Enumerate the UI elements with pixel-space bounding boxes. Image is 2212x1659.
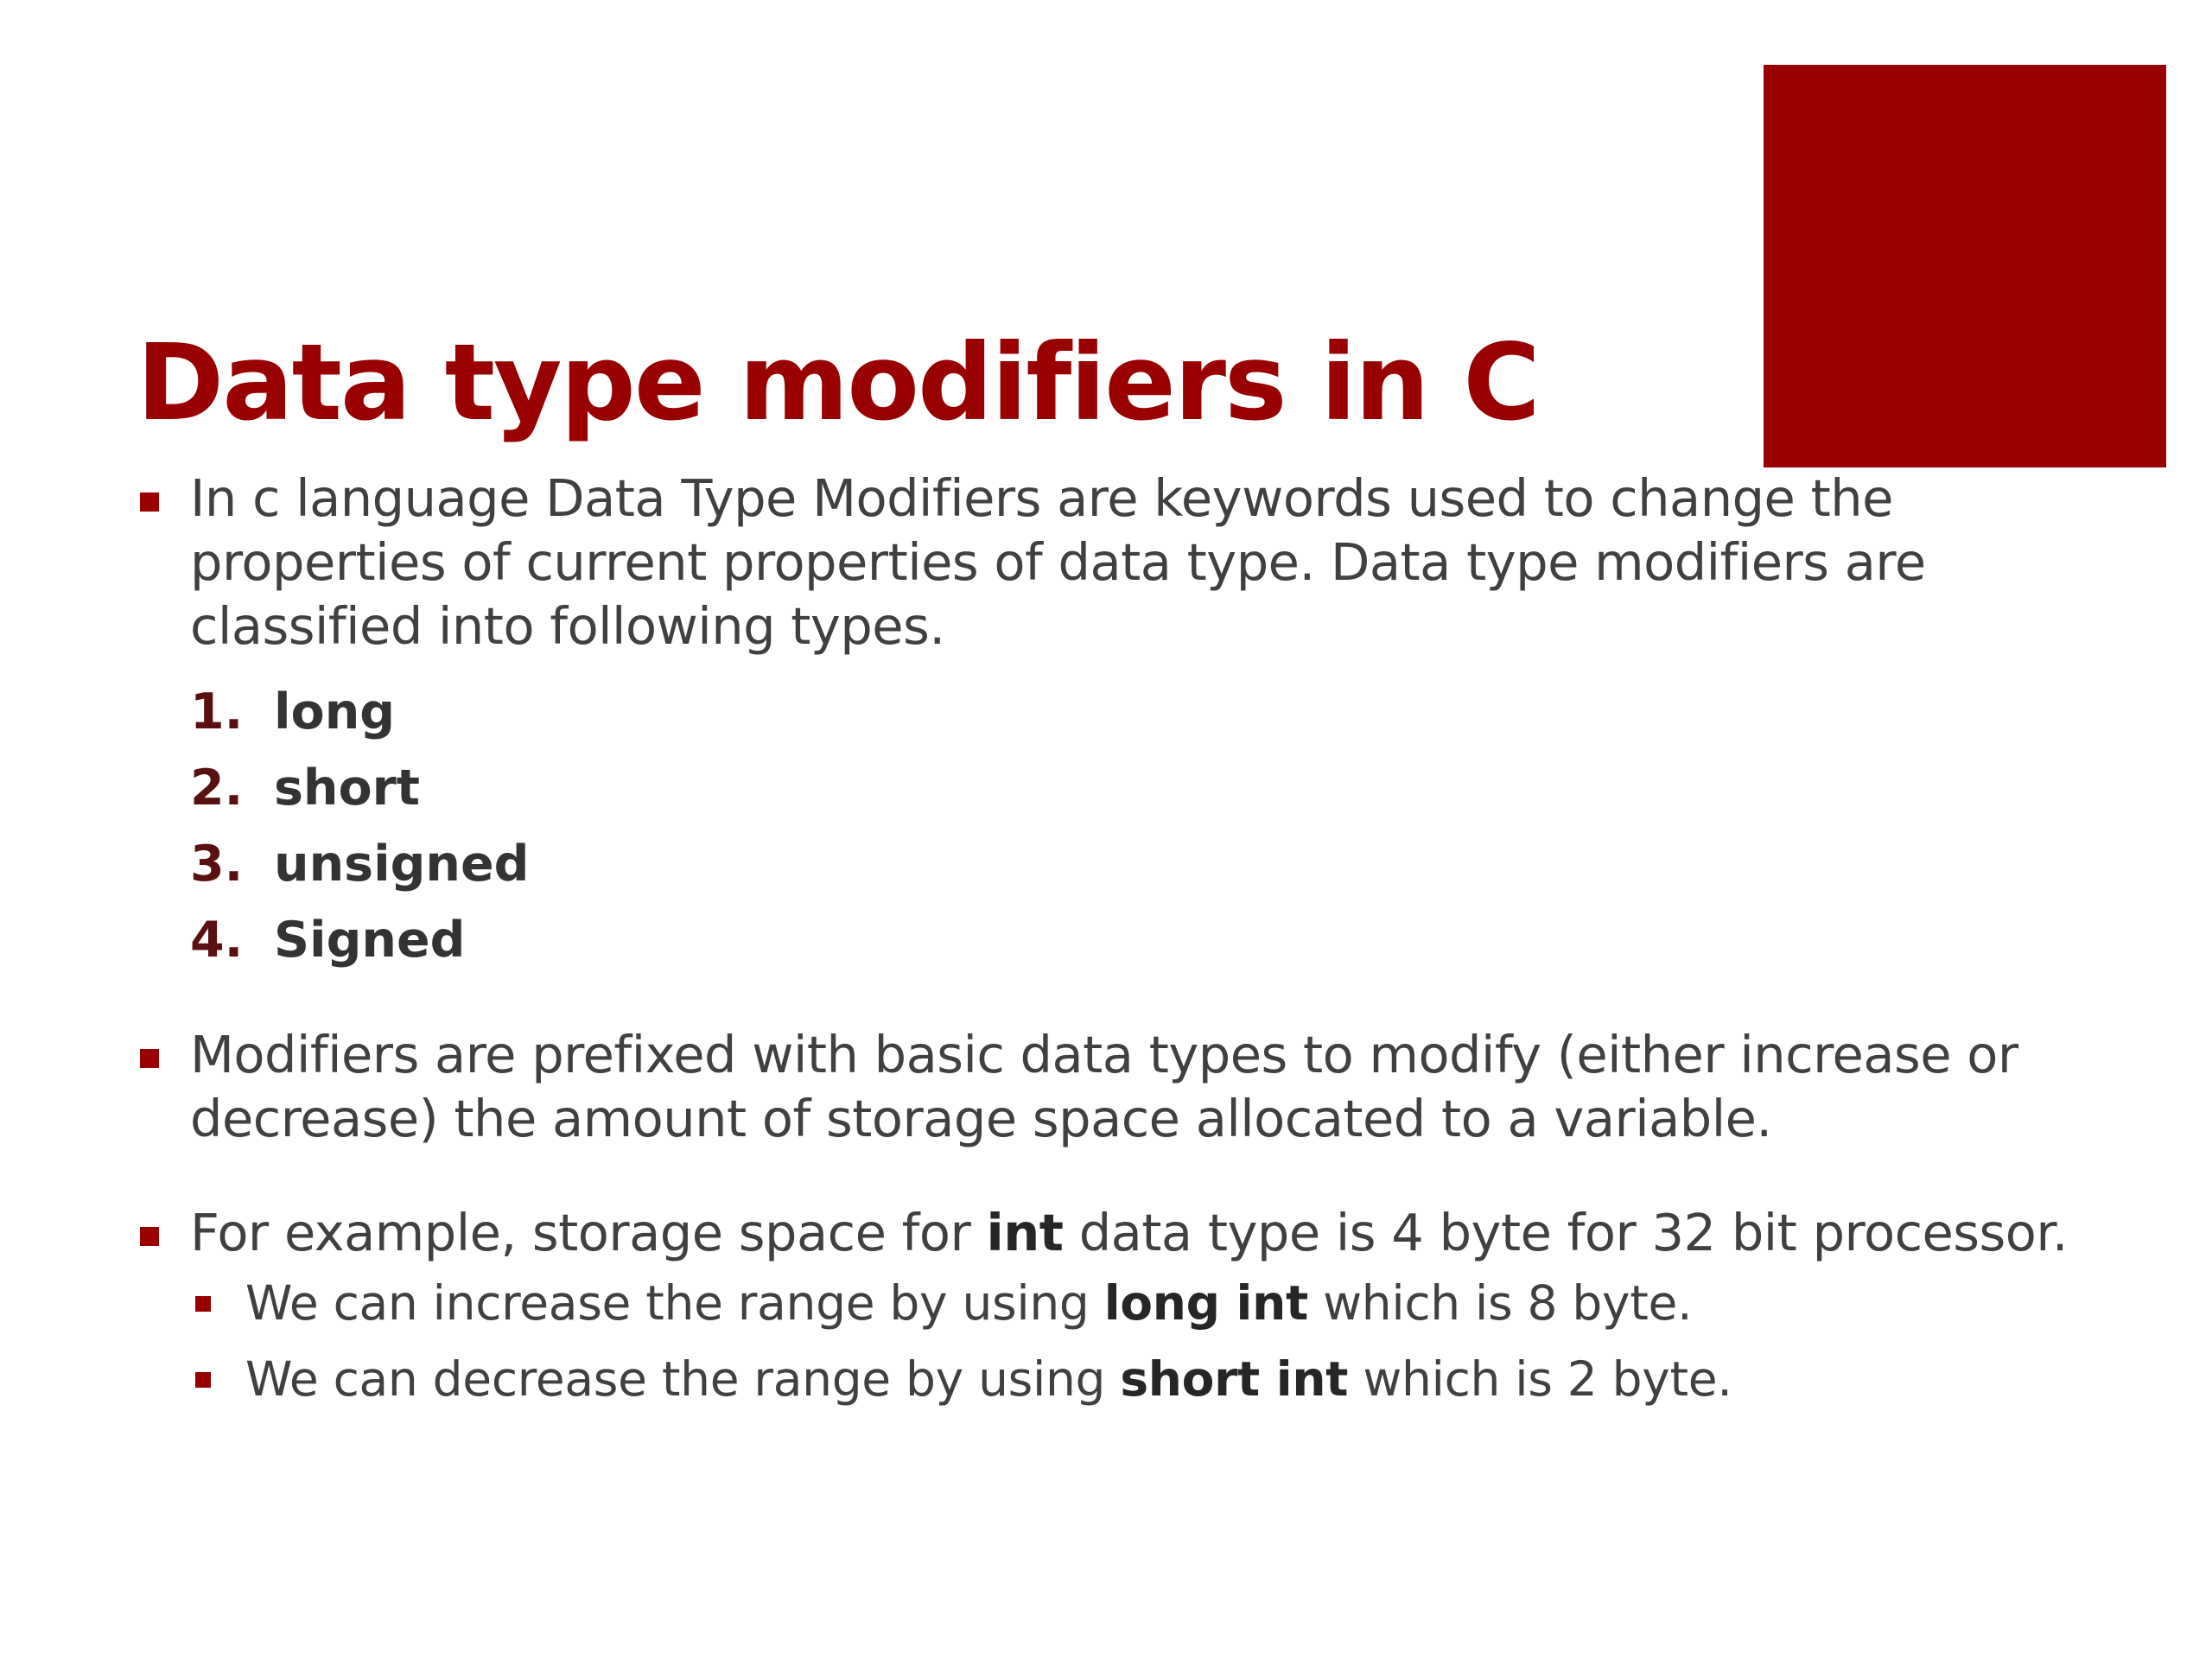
sub-bullet-text-post: which is 2 byte. [1348,1351,1732,1407]
list-label: long [274,683,396,741]
accent-square [1764,65,2166,467]
sub-bullet-text-post: which is 8 byte. [1307,1275,1693,1331]
bullet-text-3-bold: int [986,1203,1064,1262]
sub-bullet-item-2 [190,1341,2150,1417]
bullet-text-2: Modifiers are prefixed with basic data types to modify (either increase or decrease) the amount of storage space allocated to a variable. [190,1025,2018,1148]
sub-bullet-text-pre: We can increase the range by using [245,1275,1104,1331]
bullet-item-3 [137,1201,2150,1265]
slide-title: Data type modifiers in C [137,321,1539,444]
list-item [190,674,2150,750]
bullet-text-3-pre: For example, storage space for [190,1203,987,1262]
list-item [190,902,2150,978]
list-label: short [274,760,421,817]
list-number: 2. [190,760,244,817]
square-bullet-icon [140,1227,159,1246]
square-bullet-icon [140,493,159,512]
sub-bullet-text-bold: long int [1103,1275,1308,1331]
list-label: unsigned [274,836,530,893]
list-number: 1. [190,683,244,741]
sub-bullet-item-1 [190,1265,2150,1341]
sub-bullet-text-pre: We can decrease the range by using [245,1351,1121,1407]
list-label: Signed [274,912,466,969]
square-bullet-icon [140,1049,159,1068]
slide-content [137,467,2150,1417]
list-item [190,750,2150,826]
modifier-list [190,674,2150,978]
list-item [190,826,2150,902]
bullet-text-1: In c language Data Type Modifiers are keywords used to change the properties of current properties of data type. Data type modifiers are classified into following types. [190,468,1926,656]
list-number: 4. [190,912,244,969]
square-bullet-icon [195,1372,211,1388]
sub-bullet-text-bold: short int [1120,1351,1349,1407]
bullet-item-1 [137,467,2150,658]
bullet-item-2 [137,1023,2150,1151]
bullet-text-3-post: data type is 4 byte for 32 bit processor. [1063,1203,2068,1262]
square-bullet-icon [195,1296,211,1312]
list-number: 3. [190,836,244,893]
